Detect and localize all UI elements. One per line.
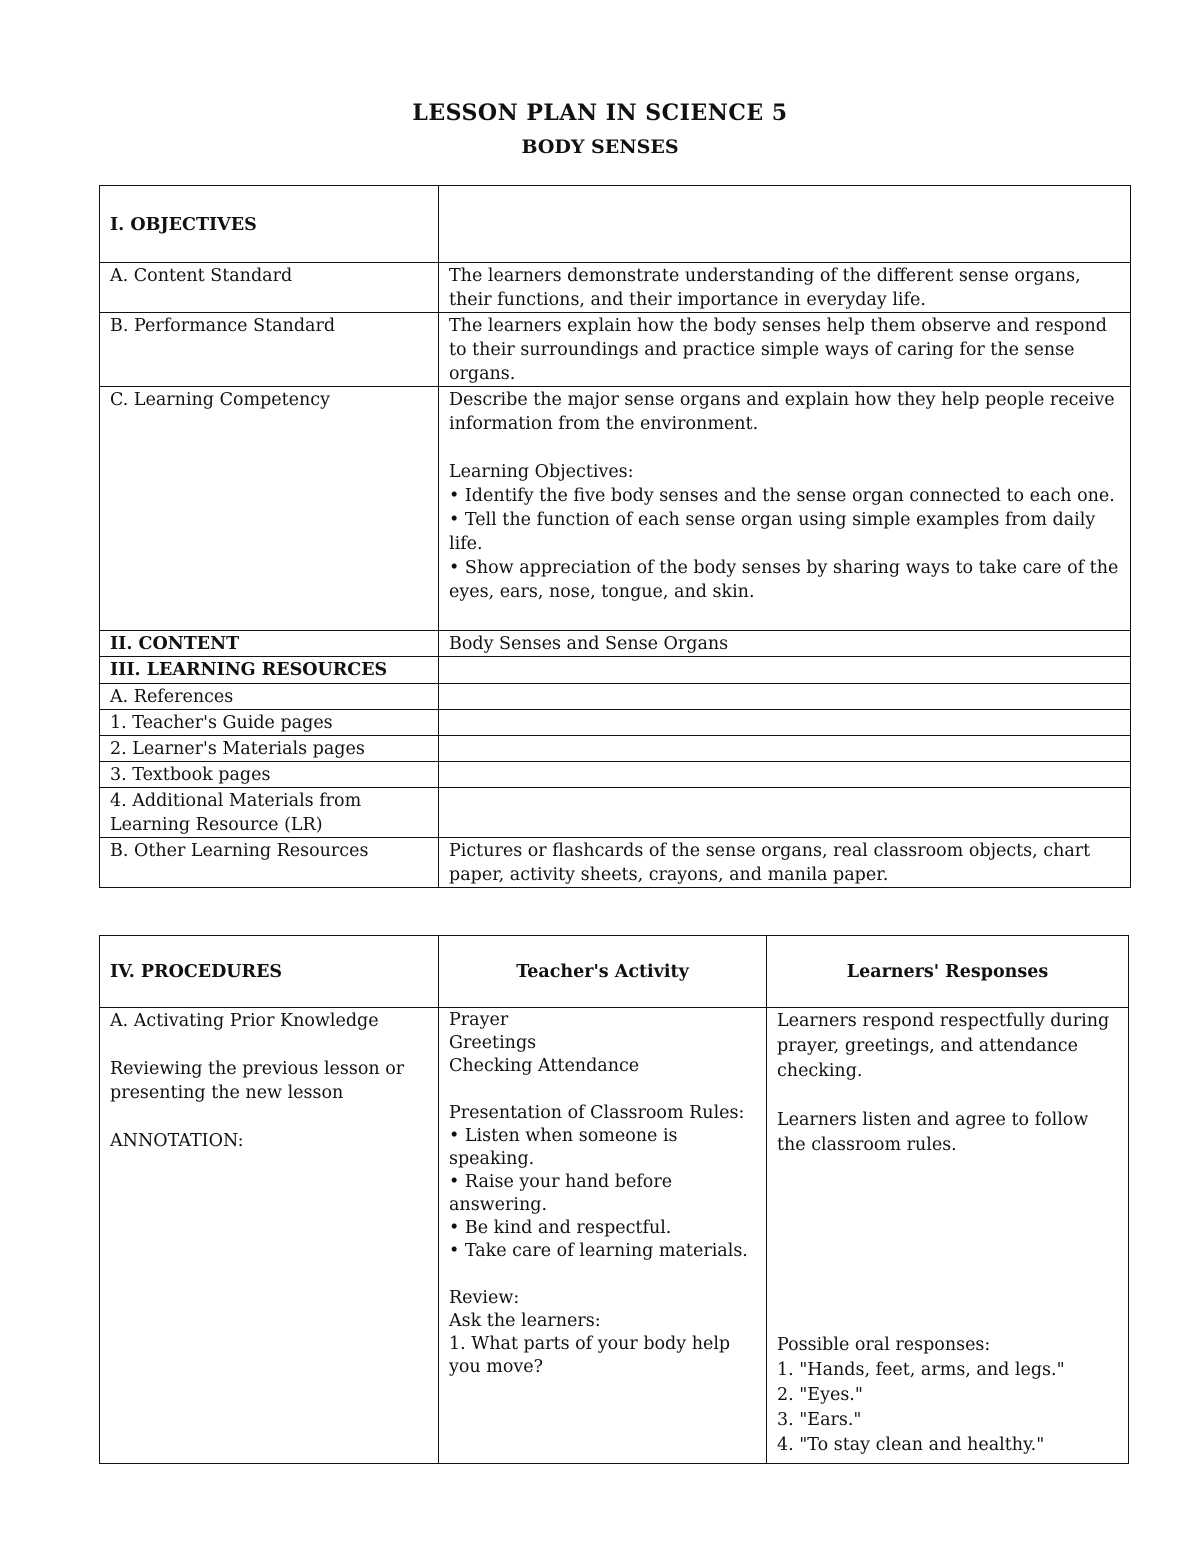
empty-cell xyxy=(439,788,1131,838)
learners-responses-heading: Learners' Responses xyxy=(767,936,1129,1008)
empty-cell xyxy=(439,762,1131,788)
teachers-guide-label: 1. Teacher's Guide pages xyxy=(100,710,439,736)
page-title: LESSON PLAN IN SCIENCE 5 xyxy=(412,100,788,126)
performance-standard-label: B. Performance Standard xyxy=(100,313,439,387)
table-row xyxy=(100,736,1131,762)
procedure-a-cell xyxy=(100,1008,439,1464)
list-item: • Be kind and respectful. xyxy=(449,1218,672,1238)
other-resources-label: B. Other Learning Resources xyxy=(100,838,439,888)
possible-responses-label: Possible oral responses: xyxy=(777,1335,991,1355)
table-row xyxy=(100,313,1131,387)
references-label: A. References xyxy=(100,684,439,710)
list-item: • Tell the function of each sense organ using simple examples from daily life. xyxy=(449,510,1096,554)
table-row xyxy=(100,788,1131,838)
list-item: 2. "Eyes." xyxy=(777,1385,863,1405)
prayer-text: Prayer xyxy=(449,1010,509,1030)
teacher-activity-cell xyxy=(439,1008,767,1464)
list-item: • Listen when someone is speaking. xyxy=(449,1126,678,1169)
rules-title: Presentation of Classroom Rules: xyxy=(449,1103,745,1123)
table-row xyxy=(100,186,1131,263)
learners-responses-cell xyxy=(767,1008,1129,1464)
learning-objectives-label: Learning Objectives: xyxy=(449,462,634,482)
content-label: II. CONTENT xyxy=(100,631,439,657)
table-row xyxy=(100,684,1131,710)
list-item: • Identify the five body senses and the sense organ connected to each one. xyxy=(449,486,1115,506)
empty-cell xyxy=(439,684,1131,710)
content-value: Body Senses and Sense Organs xyxy=(439,631,1131,657)
procedure-a-sublabel: Reviewing the previous lesson or presenting the new lesson xyxy=(110,1059,405,1103)
learner-response: Learners respond respectfully during prayer, greetings, and attendance checking. xyxy=(777,1011,1110,1081)
procedure-a-label: A. Activating Prior Knowledge xyxy=(110,1011,379,1031)
textbook-label: 3. Textbook pages xyxy=(100,762,439,788)
table-row xyxy=(100,762,1131,788)
attendance-text: Checking Attendance xyxy=(449,1056,640,1076)
content-standard-label: A. Content Standard xyxy=(100,263,439,313)
greetings-text: Greetings xyxy=(449,1033,537,1053)
learning-competency-value: Describe the major sense organs and explain how they help people receive information from the environment. xyxy=(449,390,1115,434)
ask-label: Ask the learners: xyxy=(449,1311,601,1331)
procedures-table xyxy=(99,935,1129,1464)
list-item: 4. "To stay clean and healthy." xyxy=(777,1435,1045,1455)
list-item: 3. "Ears." xyxy=(777,1410,862,1430)
additional-materials-label: 4. Additional Materials from Learning Resource (LR) xyxy=(100,788,439,838)
learning-competency-label: C. Learning Competency xyxy=(100,387,439,631)
empty-cell xyxy=(439,736,1131,762)
annotation-label: ANNOTATION: xyxy=(110,1131,244,1151)
performance-standard-value: The learners explain how the body senses help them observe and respond to their surroundings and practice simple ways of caring for the sense organs. xyxy=(439,313,1131,387)
table-row xyxy=(100,263,1131,313)
page-subtitle: BODY SENSES xyxy=(521,136,679,158)
list-item: • Show appreciation of the body senses by sharing ways to take care of the eyes, ears, nose, tongue, and skin. xyxy=(449,558,1119,602)
list-item: • Take care of learning materials. xyxy=(449,1241,748,1261)
empty-cell xyxy=(439,710,1131,736)
resources-heading: III. LEARNING RESOURCES xyxy=(100,657,439,684)
procedures-heading: IV. PROCEDURES xyxy=(100,936,439,1008)
learners-materials-label: 2. Learner's Materials pages xyxy=(100,736,439,762)
table-row xyxy=(100,631,1131,657)
objectives-heading: I. OBJECTIVES xyxy=(100,186,439,263)
list-item: • Raise your hand before answering. xyxy=(449,1172,673,1215)
empty-cell xyxy=(439,186,1131,263)
review-question: 1. What parts of your body help you move? xyxy=(449,1334,731,1377)
content-standard-value: The learners demonstrate understanding of the different sense organs, their functions, and their importance in everyday life. xyxy=(439,263,1131,313)
objectives-table xyxy=(99,185,1131,888)
learner-response: Learners listen and agree to follow the classroom rules. xyxy=(777,1110,1089,1155)
table-header-row xyxy=(100,936,1129,1008)
table-row xyxy=(100,838,1131,888)
table-row xyxy=(100,387,1131,631)
other-resources-value: Pictures or flashcards of the sense organs, real classroom objects, chart paper, activity sheets, crayons, and manila paper. xyxy=(439,838,1131,888)
table-row xyxy=(100,1008,1129,1464)
list-item: 1. "Hands, feet, arms, and legs." xyxy=(777,1360,1065,1380)
review-label: Review: xyxy=(449,1288,520,1308)
empty-cell xyxy=(439,657,1131,684)
learning-competency-cell xyxy=(439,387,1131,631)
table-row xyxy=(100,710,1131,736)
teacher-activity-heading: Teacher's Activity xyxy=(439,936,767,1008)
table-row xyxy=(100,657,1131,684)
